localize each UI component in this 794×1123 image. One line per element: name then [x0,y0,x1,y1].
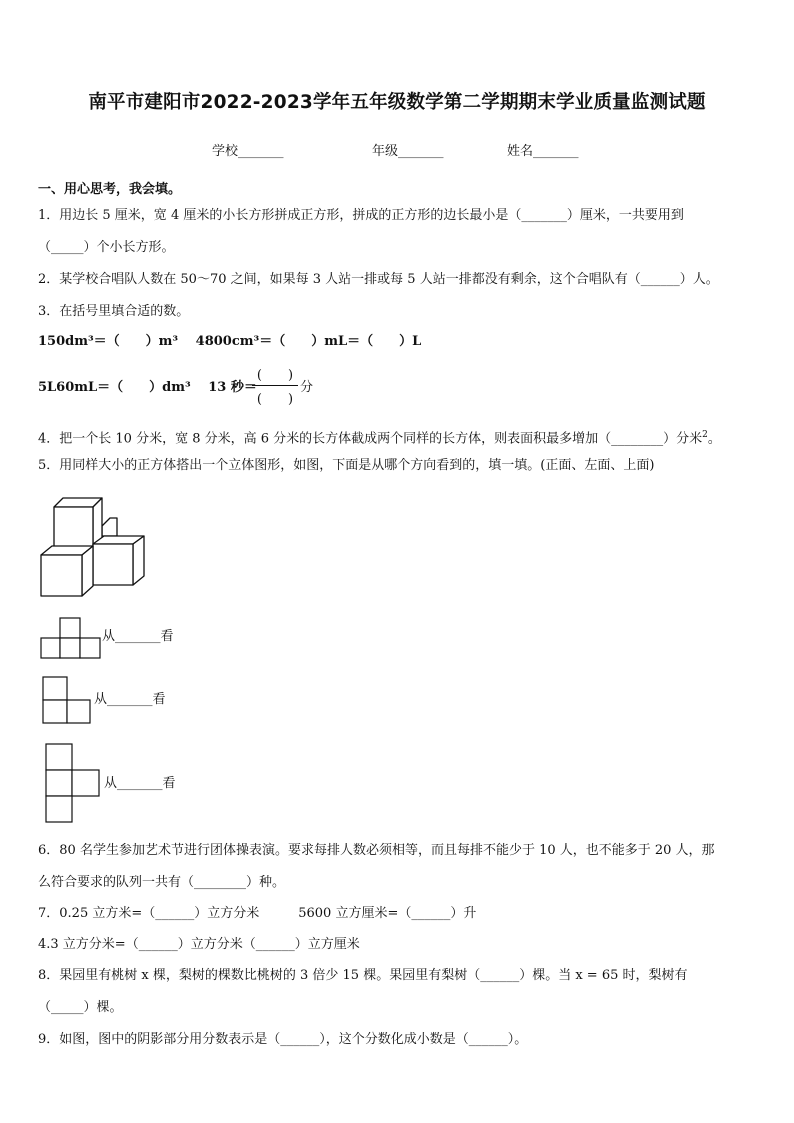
view-1-answer[interactable]: 从_______看 [102,629,174,644]
view-1-grid [40,617,102,659]
question-2: 2．某学校合唱队人数在 50～70 之间，如果每 3 人站一排或每 5 人站一排都没有剩余，这个合唱队有（______）人。 [38,272,719,287]
question-6-line-1: 6．80 名学生参加艺术节进行团体操表演。要求每排人数必须相等，而且每排不能少于 10 人，也不能多于 20 人，那 [38,843,715,858]
right-cube-front [93,544,133,585]
view-1-cell [80,638,100,658]
question-3-part-a: 150dm³＝（ ）m³ 4800cm³＝（ ）mL＝（ ）L [38,334,422,349]
question-4-end: 。 [707,431,721,447]
top-cube-front [54,507,93,547]
view-3-cell [46,796,72,822]
question-4-text: 4．把一个长 10 分米，宽 8 分米，高 6 分米的长方体截成两个同样的长方体，则表面积最多增加（________）分米 [38,431,703,447]
name-field[interactable]: 姓名_______ [507,144,579,159]
fraction-numerator: ( ) [256,368,294,383]
left-cube-front [41,555,82,596]
view-1-cell [60,638,80,658]
back-cube-face [102,518,117,536]
question-1-line-1: 1．用边长 5 厘米，宽 4 厘米的小长方形拼成正方形，拼成的正方形的边长最小是（_______）厘米，一共要用到 [38,208,684,223]
question-8-line-1: 8．果园里有桃树 x 棵，梨树的棵数比桃树的 3 倍少 15 棵。果园里有梨树（______）棵。当 x = 65 时，梨树有 [38,968,688,983]
left-cube-side [82,546,93,596]
right-cube-side [133,536,144,585]
fraction-bar [252,385,298,386]
question-6-line-2: 么符合要求的队列一共有（________）种。 [38,875,286,890]
view-3-cell [46,744,72,770]
view-2-answer[interactable]: 从_______看 [94,692,166,707]
view-3-answer[interactable]: 从_______看 [104,776,176,791]
view-3-cell [72,770,99,796]
question-7-line-1: 7．0.25 立方米=（______）立方分米 5600 立方厘米=（______）升 [38,906,477,921]
grade-field[interactable]: 年级_______ [372,144,444,159]
fraction-denominator: ( ) [256,392,294,407]
question-7-line-2: 4.3 立方分米=（______）立方分米（______）立方厘米 [38,937,360,952]
question-8-line-2: （_____）棵。 [38,1000,123,1015]
view-2-cell [43,677,67,700]
question-9: 9．如图，图中的阴影部分用分数表示是（______），这个分数化成小数是（______）。 [38,1032,528,1047]
view-1-cell [60,618,80,638]
view-2-grid [42,676,92,724]
question-4 [38,427,721,447]
question-3-part-b: 5L60mL＝（ ）dm³ 13 秒＝ [38,380,257,395]
fraction-blank[interactable] [252,364,298,407]
question-4-superscript: 2 [702,430,708,440]
view-2-cell [67,700,90,723]
section-heading: 一、用心思考，我会填。 [38,182,182,197]
question-3: 3．在括号里填合适的数。 [38,304,190,319]
cube-stack-figure [38,492,150,600]
question-5: 5．用同样大小的正方体搭出一个立体图形，如图，下面是从哪个方向看到的，填一填。(正面、左面、上面) [38,458,655,473]
fraction-unit: 分 [300,380,314,395]
view-2-cell [43,700,67,723]
view-1-cell [41,638,60,658]
view-3-grid [45,743,103,823]
question-1-line-2: （_____）个小长方形。 [38,240,175,255]
page-title: 南平市建阳市2022-2023学年五年级数学第二学期期末学业质量监测试题 [88,92,706,113]
view-3-cell [46,770,72,796]
school-field[interactable]: 学校_______ [212,144,284,159]
